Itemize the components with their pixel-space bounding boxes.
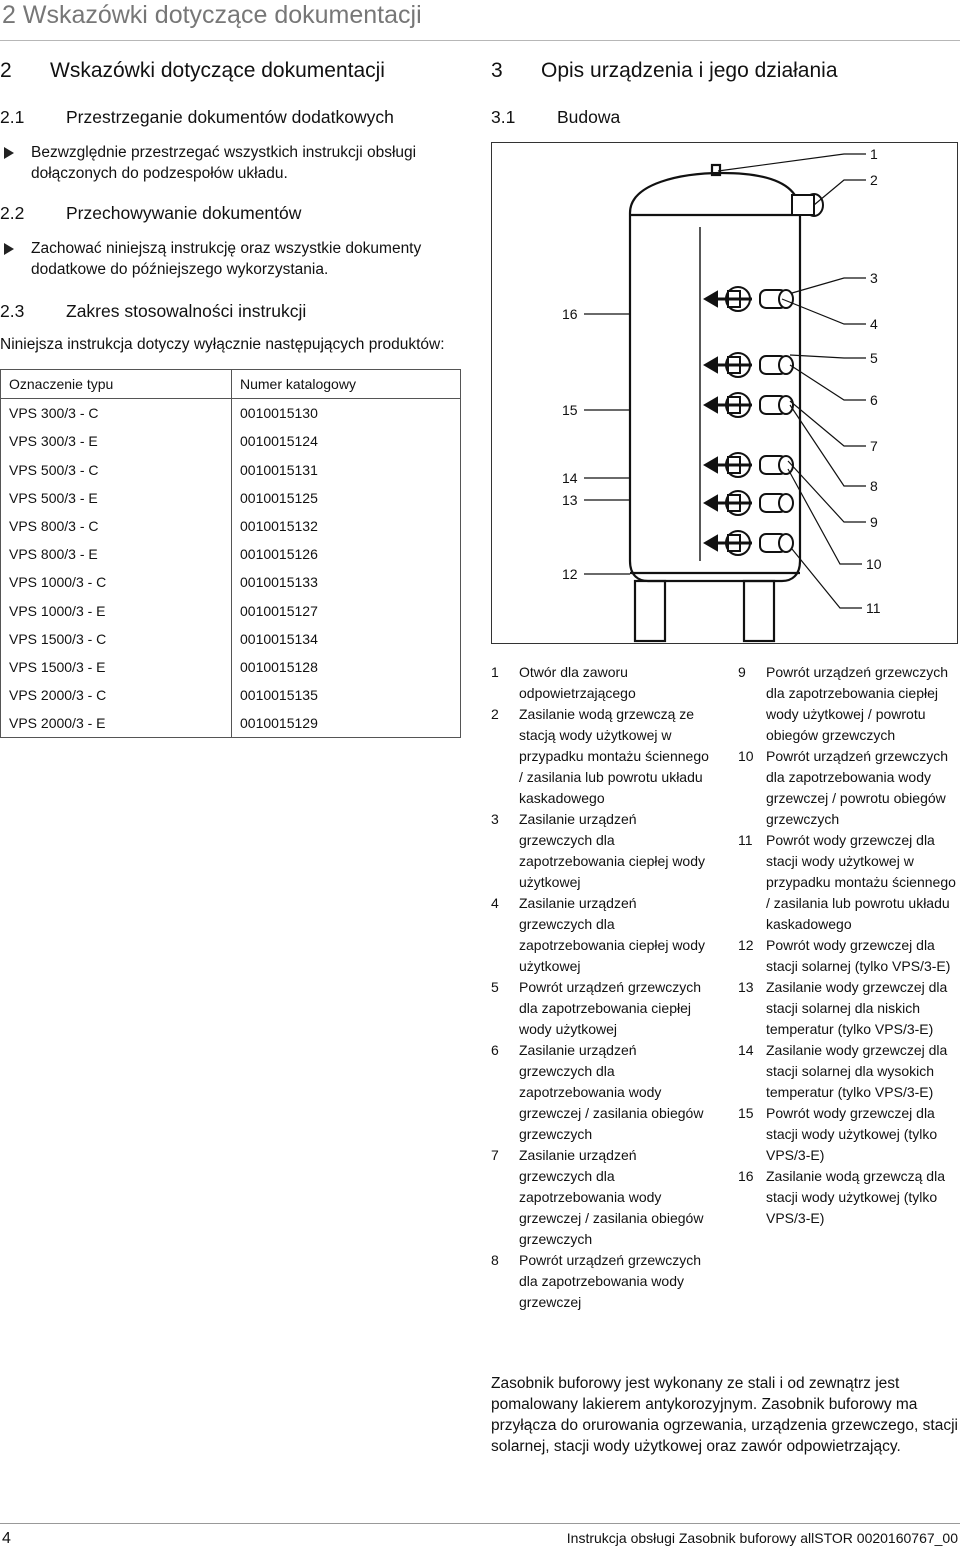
section-2-2-heading: 2.2 Przechowywanie dokumentów [0,203,302,223]
legend-item [738,1166,960,1229]
figure-label: 15 [562,402,578,418]
footer-text: Instrukcja obsługi Zasobnik buforowy allSTOR 0020160767_00 [566,1530,958,1546]
leader-line [790,355,866,358]
legend-number: 11 [738,832,753,848]
catalog-number-cell: 0010015131 [232,456,461,484]
leader-lines [584,154,866,608]
legend-item [738,1103,960,1166]
legend-number: 13 [738,979,754,995]
legend-number: 5 [491,979,499,995]
legend-item [491,1040,711,1145]
type-cell: VPS 500/3 - C [1,456,232,484]
legend-item [738,746,960,830]
legend-item [738,935,960,977]
legend-number: 14 [738,1042,754,1058]
legend-text: Powrót urządzeń grzewczych dla zapotrzebowania ciepłej wody użytkowej / powrotu obiegów grzewczych [766,664,949,743]
page-footer [0,1523,960,1558]
bullet-item: Zachować niniejszą instrukcję oraz wszystkie dokumenty dodatkowe do późniejszego wykorzystania. [0,238,462,280]
catalog-number-cell: 0010015132 [232,512,461,540]
figure-label: 16 [562,306,578,322]
running-header-title: 2 Wskazówki dotyczące dokumentacji [2,1,422,29]
buffer-tank-diagram [491,142,958,644]
leader-line [790,365,866,400]
nozzle-ring [779,534,793,552]
arrow-head [705,536,717,550]
section-2-heading: 2 Wskazówki dotyczące dokumentacji [0,59,385,82]
leader-line [792,549,862,608]
legend-number: 6 [491,1042,499,1058]
legend-text: Zasilanie urządzeń grzewczych dla zapotrzebowania wody grzewczej / zasilania obiegów grzewczych [519,1147,704,1247]
figure-label: 14 [562,470,578,486]
legend-number: 7 [491,1147,499,1163]
legend-item [491,809,711,893]
section-2-3-intro: Niniejsza instrukcja dotyczy wyłącznie następujących produktów: [0,336,445,353]
type-cell: VPS 800/3 - E [1,540,232,568]
legend-text: Powrót wody grzewczej dla stacji solarnej (tylko VPS/3-E) [766,937,951,974]
table-row [1,709,461,738]
legend-text: Zasilanie urządzeń grzewczych dla zapotrzebowania ciepłej wody użytkowej [519,811,705,890]
type-cell: VPS 1000/3 - C [1,568,232,596]
table-row [1,456,461,484]
description-paragraph: Zasobnik buforowy jest wykonany ze stali i od zewnątrz jest pomalowany lakierem antykorozyjnym. Zasobnik buforowy ma przyłącza do orurowania ogrzewania, urządzenia grzewczego, stacji solarnej, stacji wody użytkowej oraz zawór odpowietrzający. [491,1375,958,1455]
running-header [0,0,960,41]
tank-body [630,173,800,581]
arrow-head [705,496,717,510]
catalog-number-cell: 0010015135 [232,681,461,709]
legend-text: Zasilanie urządzeń grzewczych dla zapotrzebowania wody grzewczej / zasilania obiegów grzewczych [519,1042,704,1142]
legend-item [738,1040,960,1103]
legend-number: 4 [491,895,499,911]
legend-text: Powrót wody grzewczej dla stacji wody użytkowej w przypadku montażu ściennego / zasilania lub powrotu układu kaskadowego [766,832,956,932]
table-row [1,484,461,512]
catalog-number-cell: 0010015134 [232,625,461,653]
leader-line [718,154,866,171]
leader-line [790,401,866,446]
table-row [1,512,461,540]
legend-text: Powrót wody grzewczej dla stacji wody użytkowej (tylko VPS/3-E) [766,1105,938,1163]
column-header-type: Oznaczenie typu [1,370,232,399]
section-3-heading: 3 Opis urządzenia i jego działania [491,59,838,82]
legend-text: Zasilanie wodą grzewczą dla stacji wody użytkowej (tylko VPS/3-E) [766,1168,945,1226]
type-cell: VPS 1000/3 - E [1,597,232,625]
type-cell: VPS 1500/3 - E [1,653,232,681]
table-row [1,653,461,681]
figure-label: 12 [562,566,578,582]
catalog-number-cell: 0010015133 [232,568,461,596]
catalog-number-cell: 0010015124 [232,427,461,455]
nozzle-ring [779,396,793,414]
figure-label: 1 [870,146,878,162]
table-row [1,597,461,625]
legend-text: Powrót urządzeń grzewczych dla zapotrzebowania ciepłej wody użytkowej [519,979,702,1037]
type-cell: VPS 800/3 - C [1,512,232,540]
legend-number: 16 [738,1168,754,1184]
column-header-catalog: Numer katalogowy [232,370,461,399]
figure-label: 9 [870,514,878,530]
legend-text: Powrót urządzeń grzewczych dla zapotrzebowania wody grzewczej [519,1252,702,1310]
catalog-number-cell: 0010015126 [232,540,461,568]
type-cell: VPS 2000/3 - C [1,681,232,709]
legend-item [738,662,960,746]
legend-number: 2 [491,706,499,722]
legend-left [491,662,711,1313]
page-number: 4 [2,1530,11,1547]
legend-item [491,662,711,704]
legend-text: Powrót urządzeń grzewczych dla zapotrzebowania wody grzewczej / powrotu obiegów grzewczych [766,748,949,827]
table-row [1,568,461,596]
figure-label: 10 [866,556,882,572]
leader-line [792,278,866,293]
legend-text: Zasilanie wodą grzewczą ze stacją wody użytkowej w przypadku montażu ściennego / zasilania lub powrotu układu kaskadowego [519,706,709,806]
right-column [491,54,960,130]
legend-right [738,662,960,1229]
catalog-number-cell: 0010015125 [232,484,461,512]
legend-item [491,1250,711,1313]
figure-label: 11 [866,600,881,616]
table-row [1,540,461,568]
table-row [1,625,461,653]
legend-item [491,977,711,1040]
legend-text: Zasilanie wody grzewczej dla stacji solarnej dla wysokich temperatur (tylko VPS/3-E) [766,1042,948,1100]
figure-label: 3 [870,270,878,286]
section-2-3-heading: 2.3 Zakres stosowalności instrukcji [0,301,307,321]
legend-item [491,1145,711,1250]
foot-left [635,581,665,641]
arrow-head [705,398,717,412]
figure-label: 2 [870,172,878,188]
bullet-item: Bezwzględnie przestrzegać wszystkich instrukcji obsługi dołączonych do podzespołów układu. [0,142,462,184]
type-cell: VPS 300/3 - C [1,399,232,428]
nozzle-ring [779,290,793,308]
figure-label: 8 [870,478,878,494]
legend-item [738,977,960,1040]
catalog-number-cell: 0010015127 [232,597,461,625]
left-column [0,54,462,738]
figure-labels [562,146,882,616]
legend-number: 15 [738,1105,754,1121]
legend-text: Zasilanie urządzeń grzewczych dla zapotrzebowania ciepłej wody użytkowej [519,895,705,974]
legend-number: 9 [738,664,746,680]
catalog-number-cell: 0010015128 [232,653,461,681]
leader-line [782,299,866,324]
foot-right [744,581,774,641]
catalog-number-cell: 0010015130 [232,399,461,428]
legend-text: Zasilanie wody grzewczej dla stacji solarnej dla niskich temperatur (tylko VPS/3-E) [766,979,948,1037]
legend-text: Otwór dla zaworu odpowietrzającego [519,664,636,701]
nozzle-ring [779,494,793,512]
arrow-head [705,292,717,306]
section-3-1-heading: 3.1 Budowa [491,107,621,127]
figure-label: 4 [870,316,878,332]
figure-label: 13 [562,492,578,508]
legend-item [491,893,711,977]
legend-item [738,830,960,935]
legend-number: 12 [738,937,754,953]
legend-item [491,704,711,809]
legend-number: 1 [491,664,499,680]
triangle-bullet-icon [4,243,14,255]
arrow-head [705,458,717,472]
legend-number: 3 [491,811,499,827]
table-row [1,427,461,455]
legend-number: 10 [738,748,754,764]
type-cell: VPS 2000/3 - E [1,709,232,738]
product-table [0,369,461,738]
buffer-tank-drawing [492,143,957,643]
table-header-row [1,370,461,399]
table-row [1,399,461,428]
figure-label: 6 [870,392,878,408]
product-table-body [1,399,461,738]
type-cell: VPS 500/3 - E [1,484,232,512]
figure-label: 7 [870,438,878,454]
nozzle [792,195,814,215]
triangle-bullet-icon [4,147,14,159]
figure-label: 5 [870,350,878,366]
table-row [1,681,461,709]
type-cell: VPS 300/3 - E [1,427,232,455]
arrow-head [705,358,717,372]
type-cell: VPS 1500/3 - C [1,625,232,653]
section-2-1-heading: 2.1 Przestrzeganie dokumentów dodatkowych [0,107,394,127]
catalog-number-cell: 0010015129 [232,709,461,738]
legend-number: 8 [491,1252,499,1268]
